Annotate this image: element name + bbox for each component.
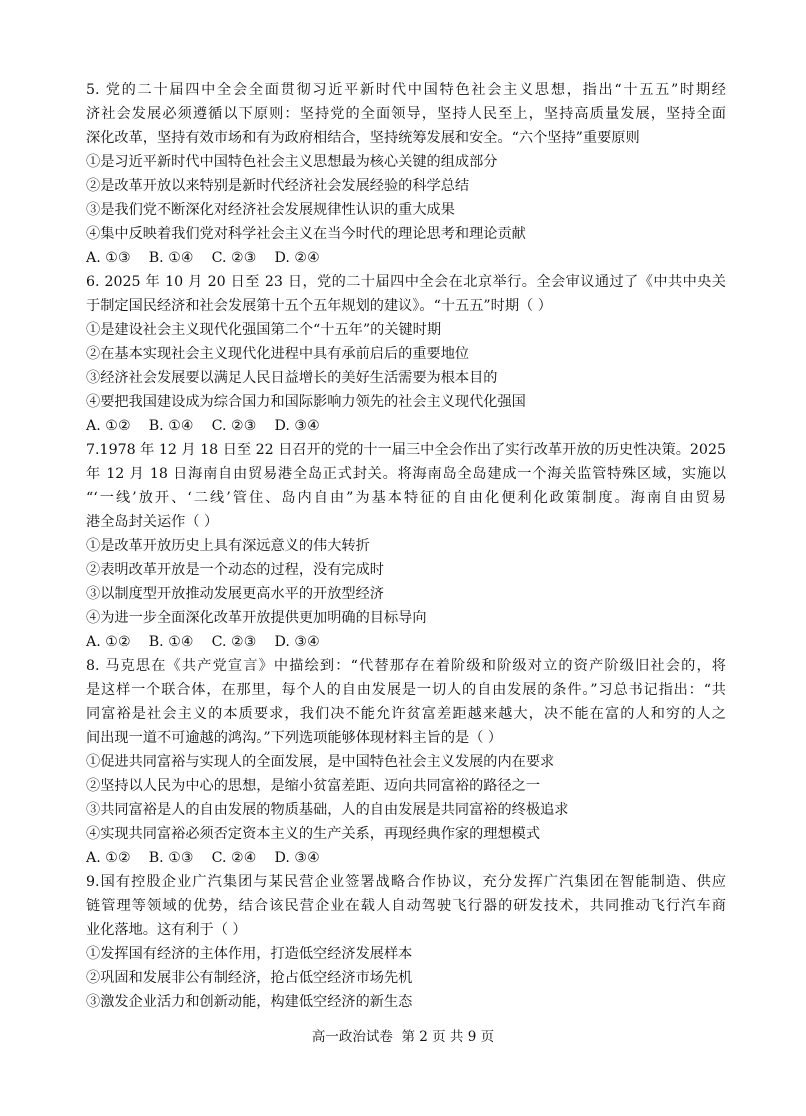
exam-page-body bbox=[86, 78, 726, 1014]
question-6-stem-line: 6. 2025 年 10 月 20 日至 23 日，党的二十届四中全会在北京举行。全会审议通过了《中共中央关 bbox=[86, 274, 726, 290]
question-9-statement-3: ③激发企业活力和创新动能，构建低空经济的新生态 bbox=[86, 994, 413, 1010]
question-6-statement-3: ③经济社会发展要以满足人民日益增长的美好生活需要为根本目的 bbox=[86, 370, 498, 386]
question-6-stem-line: 于制定国民经济和社会发展第十五个五年规划的建议》。“十五五”时期（ ） bbox=[86, 298, 552, 314]
question-7-options: A. ①② B. ①④ C. ②③ D. ③④ bbox=[86, 634, 320, 650]
question-5-stem-line: 深化改革，坚持有效市场和有为政府相结合，坚持统筹发展和安全。“六个坚持”重要原则 bbox=[86, 130, 640, 146]
question-6-statement-4: ④要把我国建设成为综合国力和国际影响力领先的社会主义现代化强国 bbox=[86, 394, 526, 410]
question-8-stem-line: 8. 马克思在《共产党宣言》中描绘到：“代替那存在着阶级和阶级对立的资产阶级旧社会的，将 bbox=[86, 658, 726, 674]
question-5-stem-line: 5. 党的二十届四中全会全面贯彻习近平新时代中国特色社会主义思想，指出“十五五”时期经 bbox=[86, 82, 726, 98]
question-7-stem-line: 港全岛封关运作（ ） bbox=[86, 514, 219, 530]
question-7-statement-2: ②表明改革开放是一个动态的过程，没有完成时 bbox=[86, 562, 384, 578]
question-7-stem-line: 年 12 月 18 日海南自由贸易港全岛正式封关。将海南岛全岛建成一个海关监管特殊区域，实施以 bbox=[86, 466, 726, 482]
page-footer: 高一政治试卷 第 2 页 共 9 页 bbox=[311, 1029, 495, 1045]
question-8-statement-1: ①促进共同富裕与实现人的全面发展，是中国特色社会主义发展的内在要求 bbox=[86, 754, 555, 770]
question-9 bbox=[86, 870, 726, 1014]
question-5-options: A. ①③ B. ①④ C. ②③ D. ②④ bbox=[86, 250, 320, 266]
question-9-statement-1: ①发挥国有经济的主体作用，打造低空经济发展样本 bbox=[86, 946, 413, 962]
question-7 bbox=[86, 438, 726, 654]
question-5-statement-1: ①是习近平新时代中国特色社会主义思想最为核心关键的组成部分 bbox=[86, 154, 498, 170]
question-5-statement-2: ②是改革开放以来特别是新时代经济社会发展经验的科学总结 bbox=[86, 178, 470, 194]
question-9-stem-line: 链管理等领域的优势，结合该民营企业在载人自动驾驶飞行器的研发技术，共同推动飞行汽车商 bbox=[86, 898, 726, 914]
question-9-statement-2: ②巩固和发展非公有制经济，抢占低空经济市场先机 bbox=[86, 970, 413, 986]
question-7-statement-4: ④为进一步全面深化改革开放提供更加明确的目标导向 bbox=[86, 610, 427, 626]
question-7-stem-line: “‘一线’放开、‘二线’管住、岛内自由”为基本特征的自由化便利化政策制度。海南自由贸易 bbox=[86, 490, 726, 506]
question-5-statement-3: ③是我们党不断深化对经济社会发展规律性认识的重大成果 bbox=[86, 202, 455, 218]
question-8-stem-line: 同富裕是社会主义的本质要求，我们决不能允许贫富差距越来越大，决不能在富的人和穷的人之 bbox=[86, 706, 726, 722]
question-8-statement-4: ④实现共同富裕必须否定资本主义的生产关系，再现经典作家的理想模式 bbox=[86, 826, 541, 842]
question-6 bbox=[86, 270, 726, 438]
question-5 bbox=[86, 78, 726, 270]
question-7-stem-line: 7.1978 年 12 月 18 日至 22 日召开的党的十一届三中全会作出了实行改革开放的历史性决策。2025 bbox=[86, 442, 726, 458]
question-5-statement-4: ④集中反映着我们党对科学社会主义在当今时代的理论思考和理论贡献 bbox=[86, 226, 526, 242]
question-8-stem-line: 间出现一道不可逾越的鸿沟。”下列选项能够体现材料主旨的是（ ） bbox=[86, 730, 503, 746]
question-8-stem-line: 是这样一个联合体，在那里，每个人的自由发展是一切人的自由发展的条件。”习总书记指出：“共 bbox=[86, 682, 726, 698]
question-8-statement-2: ②坚持以人民为中心的思想，是缩小贫富差距、迈向共同富裕的路径之一 bbox=[86, 778, 541, 794]
question-6-statement-2: ②在基本实现社会主义现代化进程中具有承前启后的重要地位 bbox=[86, 346, 470, 362]
question-9-stem-line: 9.国有控股企业广汽集团与某民营企业签署战略合作协议，充分发挥广汽集团在智能制造、供应 bbox=[86, 874, 726, 890]
question-7-statement-1: ①是改革开放历史上具有深远意义的伟大转折 bbox=[86, 538, 370, 554]
question-9-stem-line: 业化落地。这有利于（ ） bbox=[86, 922, 247, 938]
question-5-stem-line: 济社会发展必须遵循以下原则：坚持党的全面领导，坚持人民至上，坚持高质量发展，坚持全面 bbox=[86, 106, 726, 122]
question-7-statement-3: ③以制度型开放推动发展更高水平的开放型经济 bbox=[86, 586, 384, 602]
question-6-options: A. ①② B. ①④ C. ②③ D. ③④ bbox=[86, 418, 320, 434]
question-8 bbox=[86, 654, 726, 870]
question-8-statement-3: ③共同富裕是人的自由发展的物质基础，人的自由发展是共同富裕的终极追求 bbox=[86, 802, 569, 818]
question-8-options: A. ①② B. ①③ C. ②④ D. ③④ bbox=[86, 850, 320, 866]
question-6-statement-1: ①是建设社会主义现代化强国第二个“十五年”的关键时期 bbox=[86, 322, 442, 338]
